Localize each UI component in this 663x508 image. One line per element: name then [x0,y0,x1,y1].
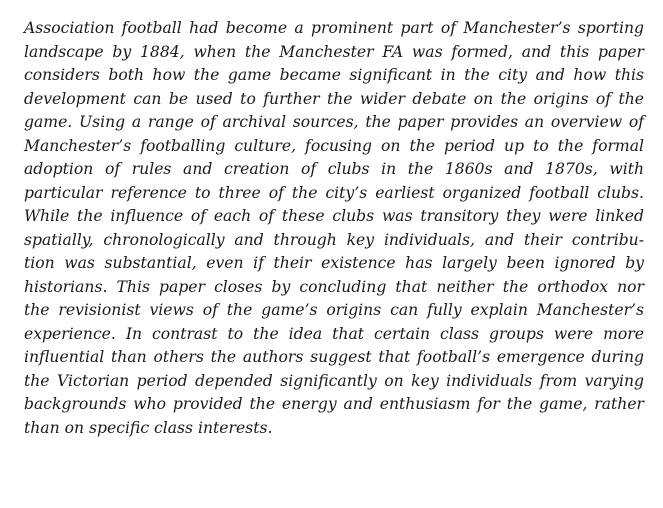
abstract-paragraph [24,17,644,440]
abstract-line: the revisionist views of the game’s origins can fully explain Manchester’s [24,301,644,319]
abstract-line: Manchester’s footballing culture, focusing on the period up to the formal [24,136,644,155]
abstract-line: spatially, chronologically and through key individuals, and their contribu- [24,230,644,249]
abstract-line: While the influence of each of these clubs was transitory they were linked [24,207,644,225]
abstract-line: the Victorian period depended significantly on key individuals from varying [24,371,644,390]
abstract-line: backgrounds who provided the energy and enthusiasm for the game, rather [24,395,644,413]
abstract-line: adoption of rules and creation of clubs in the 1860s and 1870s, with [24,160,644,178]
abstract-line: considers both how the game became significant in the city and how this [24,66,644,84]
abstract-line: game. Using a range of archival sources, the paper provides an overview of [24,113,644,131]
abstract-line: landscape by 1884, when the Manchester FA was formed, and this paper [24,42,644,61]
abstract-line: tion was substantial, even if their existence has largely been ignored by [24,254,644,272]
abstract-line: Association football had become a prominent part of Manchester’s sporting [24,19,644,37]
abstract-line-last: than on specific class interests. [24,418,273,437]
abstract-line: development can be used to further the wider debate on the origins of the [24,89,644,108]
abstract-line: particular reference to three of the city’s earliest organized football clubs. [24,183,644,202]
abstract-line: experience. In contrast to the idea that certain class groups were more [24,324,644,343]
abstract-line: historians. This paper closes by concluding that neither the orthodox nor [24,277,644,296]
abstract-line: influential than others the authors suggest that football’s emergence during [24,348,644,366]
